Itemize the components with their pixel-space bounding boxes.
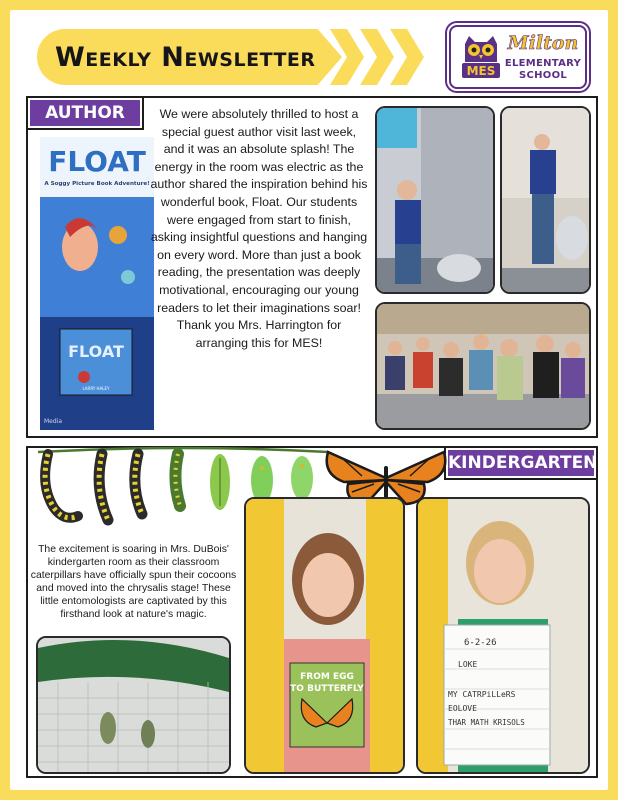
logo-word-milton: Milton	[507, 32, 579, 54]
banner-subtitle: A Soggy Picture Book Adventure!	[44, 181, 150, 187]
owl-logo-icon	[459, 34, 503, 80]
banner-title: FLOAT	[48, 145, 146, 178]
float-book-banner-image	[40, 137, 154, 430]
chrysalis-icon	[291, 456, 313, 500]
logo-word-elementary: ELEMENTARY	[504, 58, 582, 69]
book-title-line1: FROM EGG	[300, 672, 354, 682]
notebook-line: LOKE	[458, 660, 478, 669]
banner-brand: Media	[44, 418, 63, 425]
kindergarten-tag: KINDERGARTEN	[446, 448, 596, 478]
book-title-line2: TO BUTTERFLY	[290, 684, 364, 694]
author-presenting-photo	[500, 106, 591, 294]
kindergarten-caption: The excitement is soaring in Mrs. DuBois' kindergarten room as their classroom caterpillars have officially spun their cocoons and moved into the chrysalis stage! These little entomologists are captivated by this firsthand look at nature's magic.	[30, 544, 237, 620]
notebook-date: 6-2-26	[464, 638, 497, 648]
caterpillar-habitat-photo	[36, 636, 231, 774]
author-speaking-photo	[375, 106, 495, 294]
banner-author: LARRY HALEY	[82, 386, 110, 391]
newsletter-title: Weekly Newsletter	[55, 42, 316, 73]
notebook-line: EOLOVE	[448, 704, 477, 713]
author-visit-story	[150, 106, 368, 352]
logo-mark: MES	[466, 64, 496, 78]
chrysalis-icon	[210, 454, 230, 510]
caterpillar-icon	[175, 454, 180, 506]
story-paragraph: We were absolutely thrilled to host a special guest author visit last week, and it was an absolute splash! The energy in the room was electric as the author shared the inspiration behind his wonderful book, Float. Our students were engaged from start to finish, asking insightful questions and hanging on every word. More than just a book reading, the presentation was deeply motivational, encouraging our young readers to let their imaginations soar!	[150, 107, 368, 315]
caterpillar-icon	[135, 454, 142, 514]
students-audience-photo	[375, 302, 591, 430]
book-cover	[290, 663, 364, 747]
caterpillar-icon	[99, 454, 108, 520]
school-logo	[449, 25, 587, 89]
banner-book-title: FLOAT	[68, 342, 124, 361]
notebook	[444, 625, 550, 765]
caterpillar-icon	[45, 454, 78, 518]
logo-word-school: SCHOOL	[518, 70, 568, 81]
notebook-line: MY CATRPiLLeRS	[448, 690, 516, 699]
story-thanks: Thank you Mrs. Harrington for arranging this for MES!	[176, 318, 342, 350]
student-with-notebook-photo	[416, 497, 590, 774]
author-visit-tag: AUTHOR	[28, 98, 142, 128]
notebook-line: THAR MATH KRISOLS	[448, 718, 525, 727]
student-with-book-photo	[244, 497, 405, 774]
